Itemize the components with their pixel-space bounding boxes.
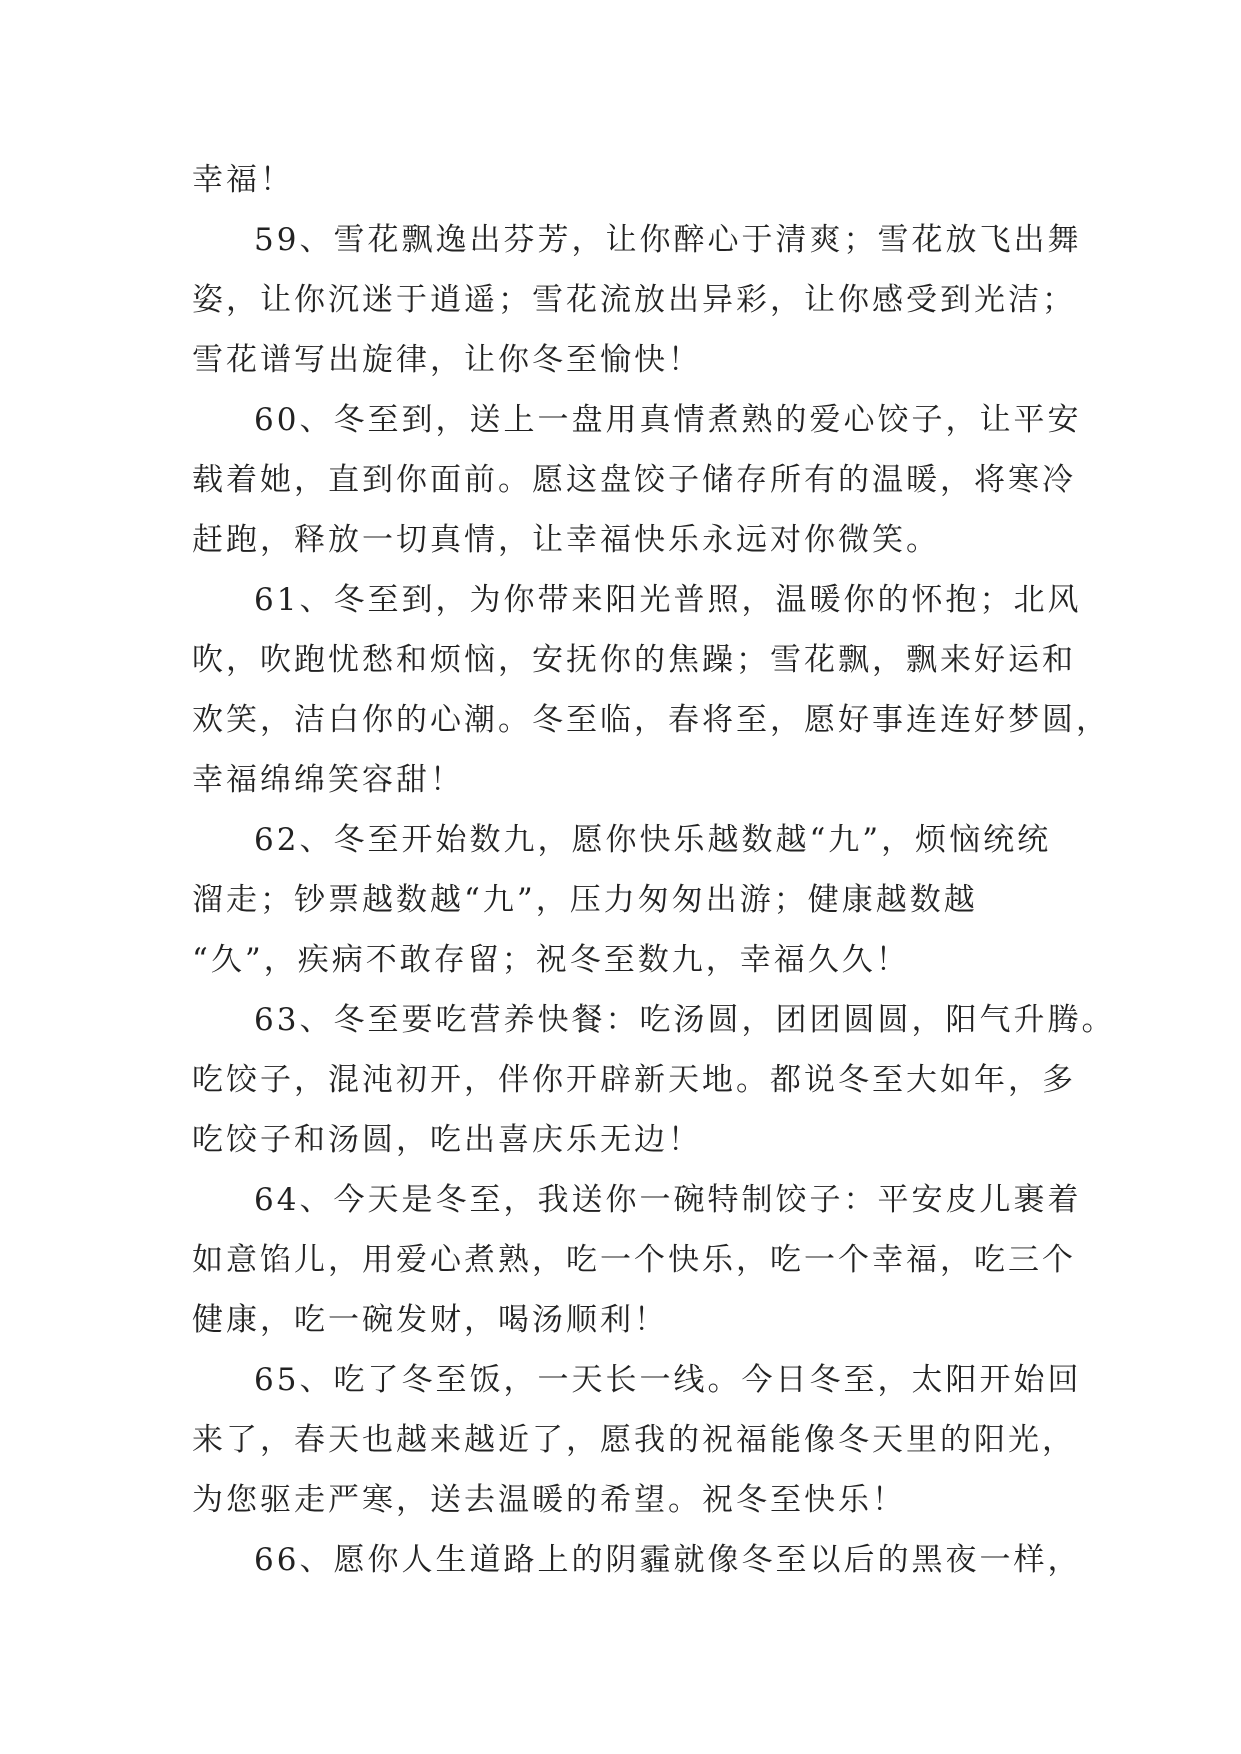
paragraph — [192, 1350, 1082, 1530]
text-line: 雪花谱写出旋律，让你冬至愉快！ — [192, 342, 702, 378]
paragraph — [192, 570, 1110, 810]
text-line: 吹，吹跑忧愁和烦恼，安抚你的焦躁；雪花飘，飘来好运和 — [192, 642, 1076, 678]
document-body — [192, 150, 1116, 1590]
paragraph — [192, 810, 1052, 990]
text-line: 赶跑，释放一切真情，让幸福快乐永远对你微笑。 — [192, 522, 940, 558]
paragraph — [192, 1530, 1082, 1590]
text-line: 64、今天是冬至，我送你一碗特制饺子：平安皮儿裹着 — [254, 1182, 1082, 1218]
paragraph — [192, 150, 1052, 210]
text-line: 姿，让你沉迷于逍遥；雪花流放出异彩，让你感受到光洁； — [192, 282, 1076, 318]
text-line: 来了，春天也越来越近了，愿我的祝福能像冬天里的阳光， — [192, 1422, 1076, 1458]
text-line: 59、雪花飘逸出芬芳，让你醉心于清爽；雪花放飞出舞 — [254, 222, 1082, 258]
text-line: 62、冬至开始数九，愿你快乐越数越“九”，烦恼统统 — [254, 822, 1052, 858]
paragraph — [192, 990, 1116, 1170]
text-line: 吃饺子，混沌初开，伴你开辟新天地。都说冬至大如年，多 — [192, 1062, 1076, 1098]
text-line: 66、愿你人生道路上的阴霾就像冬至以后的黑夜一样， — [254, 1542, 1082, 1578]
text-line: 为您驱走严寒，送去温暖的希望。祝冬至快乐！ — [192, 1482, 906, 1518]
text-line: 幸福绵绵笑容甜！ — [192, 762, 464, 798]
text-line: 载着她，直到你面前。愿这盘饺子储存所有的温暖，将寒冷 — [192, 462, 1076, 498]
text-line: “久”，疾病不敢存留；祝冬至数九，幸福久久！ — [192, 942, 910, 978]
text-line: 溜走；钞票越数越“九”，压力匆匆出游；健康越数越 — [192, 882, 978, 918]
text-line: 欢笑，洁白你的心潮。冬至临，春将至，愿好事连连好梦圆， — [192, 702, 1110, 738]
paragraph — [192, 1170, 1082, 1350]
text-line: 65、吃了冬至饭，一天长一线。今日冬至，太阳开始回 — [254, 1362, 1082, 1398]
paragraph — [192, 210, 1082, 390]
paragraph — [192, 390, 1082, 570]
text-line: 健康，吃一碗发财，喝汤顺利！ — [192, 1302, 668, 1338]
text-line: 61、冬至到，为你带来阳光普照，温暖你的怀抱；北风 — [254, 582, 1082, 618]
text-line: 60、冬至到，送上一盘用真情煮熟的爱心饺子，让平安 — [254, 402, 1082, 438]
text-line: 如意馅儿，用爱心煮熟，吃一个快乐，吃一个幸福，吃三个 — [192, 1242, 1076, 1278]
text-line: 幸福！ — [192, 162, 294, 198]
text-line: 吃饺子和汤圆，吃出喜庆乐无边！ — [192, 1122, 702, 1158]
text-line: 63、冬至要吃营养快餐：吃汤圆，团团圆圆，阳气升腾。 — [254, 1002, 1116, 1038]
